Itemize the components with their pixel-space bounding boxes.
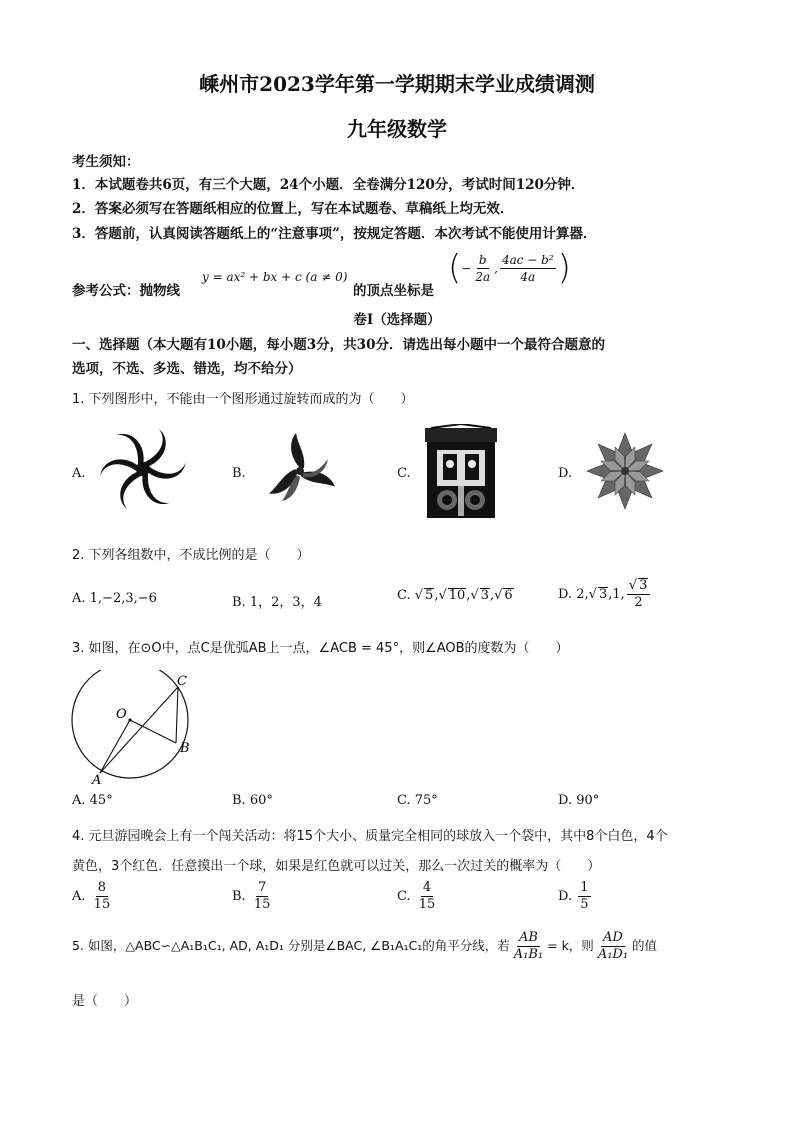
q2-c-radicand-4: 6 [504, 588, 513, 603]
q5-ratio-ab: $\frac{AB}{\text{A₁B₁}}$ [513, 930, 544, 962]
q1-figure-a-spiral [100, 426, 186, 512]
q1-figure-c-ornament [425, 424, 497, 520]
point-c-label: C [177, 674, 187, 689]
q1-option-b-label: B. [232, 466, 246, 481]
q5-line1 [72, 930, 657, 963]
q1-stem: 1. 下列图形中，不能由一个图形通过旋转而成的为（ ） [72, 392, 414, 407]
q3-option-c: C. 75° [397, 793, 438, 808]
exam-title: 嵊州市2023学年第一学期期末学业成绩调测 [199, 72, 595, 96]
q3-circle-diagram [66, 670, 201, 785]
q4-option-d: D. $\frac{1}{5}$ [558, 880, 589, 912]
section-heading-line1: 一、选择题（本大题有10小题，每小题3分，共30分．请选出每小题中一个最符合题意的 [72, 337, 605, 353]
q4-line2: 黄色，3个红色．任意摸出一个球，如果是红色就可以过关，那么一次过关的概率为（ ） [72, 859, 601, 874]
notice-item-3: 3．答题前，认真阅读答题纸上的“注意事项”，按规定答题．本次考试不能使用计算器． [72, 226, 597, 242]
q1-figure-d-flower [586, 432, 664, 510]
point-a-label: A [92, 773, 102, 785]
vertex-y-fraction: $\frac{\text{4ac − b²}}{4a}$ [501, 252, 554, 284]
notice-item-2: 2．答案必须写在答题纸相应的位置上，写在本试题卷、草稿纸上均无效． [72, 201, 514, 217]
q2-d-radicand: 3 [598, 587, 608, 602]
q1-option-d-label: D. [558, 466, 573, 481]
q3-stem: 3. 如图，在⊙O中，点C是优弧AB上一点，∠ACB = 45°，则∠AOB的度数为（ ） [72, 641, 569, 656]
q5-line2: 是（ ） [72, 994, 138, 1009]
q3-option-b: B. 60° [232, 793, 273, 808]
q3-option-a: A. 45° [72, 793, 113, 808]
q2-option-d: D. 2,√ 3,1, $\frac{√ 3}{2}$ [558, 578, 652, 611]
q4-line1: 4. 元旦游园晚会上有一个闯关活动：将15个大小、质量完全相同的球放入一个袋中，其中8个白色，4个 [72, 829, 668, 844]
exam-subtitle: 九年级数学 [347, 117, 447, 141]
left-paren: ( [448, 248, 462, 288]
q2-stem: 2. 下列各组数中，不成比例的是（ ） [72, 548, 310, 563]
q4-option-a: A. $\frac{8}{15}$ [72, 880, 111, 912]
circle-o [72, 670, 188, 778]
formula-middle: 的顶点坐标是 [353, 283, 434, 299]
right-paren: ) [557, 248, 571, 288]
volume-heading: 卷Ⅰ（选择题） [353, 312, 441, 328]
q3-option-d: D. 90° [558, 793, 600, 808]
q5-ratio-ad: $\frac{AD}{\text{A₁D₁}}$ [597, 930, 629, 962]
q2-c-radicand-1: 5 [425, 588, 434, 603]
q2-c-radicand-3: 3 [480, 588, 489, 603]
q2-option-c: C. √ 5,√ 10,√ 3,√ 6 [397, 588, 513, 603]
q4-option-c: C. $\frac{4}{15}$ [397, 880, 436, 912]
notice-heading: 考生须知： [72, 154, 140, 170]
q2-c-radicand-2: 10 [448, 588, 466, 603]
point-b-label: B [180, 741, 190, 756]
q5-part1: 5. 如图，△ABC∽△A₁B₁C₁, AD, A₁D₁ 分别是∠BAC, ∠B₁A₁C₁的角平分线，若 [72, 938, 510, 953]
q1-option-c-label: C. [397, 466, 411, 481]
q5-part2: = k，则 [547, 938, 594, 953]
section-heading-line2: 选项，不选、多选、错选，均不给分） [72, 361, 302, 377]
vertex-x-fraction: $\frac{b}{2a}$ [475, 252, 491, 284]
q4-option-b: B. $\frac{7}{15}$ [232, 880, 271, 912]
vertex-coordinate: (− $\frac{b}{2a}$ , $\frac{\text{4ac − b²}}{4a}$ ) [448, 248, 571, 288]
formula-prefix: 参考公式：抛物线 [72, 283, 180, 299]
q2-d-fraction: $\frac{√ 3}{2}$ [627, 578, 651, 611]
q2-option-a: A. 1,−2,3,−6 [72, 591, 157, 606]
q2-option-b: B. 1，2，3，4 [232, 595, 322, 610]
notice-item-1: 1．本试题卷共6页，有三个大题，24个小题．全卷满分120分，考试时间120分钟． [72, 177, 585, 193]
q1-figure-b-blades [262, 430, 338, 512]
point-o-label: O [116, 707, 127, 722]
q5-part3: 的值 [632, 938, 658, 953]
formula-expression: y = ax² + bx + c (a ≠ 0) [202, 270, 348, 284]
q1-option-a-label: A. [72, 466, 86, 481]
